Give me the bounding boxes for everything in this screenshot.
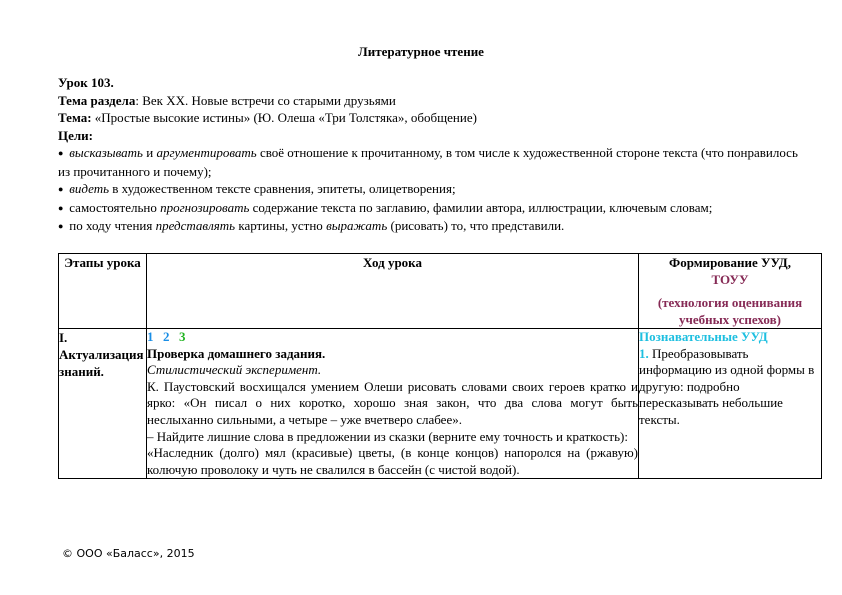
page-title: Литературное чтение	[358, 44, 484, 59]
uud-text: 1. Преобразовывать информацию из одной формы в другую: подробно пересказывать небольшие тексты.	[639, 345, 815, 427]
header-uud: Формирование УУД, ТОУУ (технология оценивания учебных успехов)	[639, 254, 822, 329]
table-row	[59, 329, 822, 479]
lesson-header	[58, 74, 798, 236]
experiment-title: Стилистический эксперимент.	[147, 362, 322, 378]
course-paragraph: К. Паустовский восхищался умением Олеши рисовать словами своих героев кратко и ярко: «Он писал о них коротко, хорошо зная закон, что два слова могут быть неслыханно сильными, а четыре – уже вчетверо слабее».	[147, 378, 638, 427]
footer-copyright: © ООО «Баласс», 2015	[62, 547, 195, 560]
header-course: Ход урока	[147, 254, 639, 329]
lesson-number: Урок 103.	[58, 75, 114, 90]
course-paragraph: «Наследник (долго) мял (красивые) цветы, (в конце концов) напоролся на (ржавую) колючую проволоку и чуть не свалился в бассейн (с чистой водой).	[147, 445, 638, 477]
uud-title: Познавательные УУД	[639, 329, 768, 344]
section-line: Тема раздела: Век XX. Новые встречи со старыми друзьями	[58, 92, 396, 108]
lesson-table	[58, 253, 822, 479]
stage-cell: I. Актуализация знаний.	[59, 329, 147, 479]
goal-item: ● по ходу чтения представлять картины, устно выражать (рисовать) то, что представили.	[58, 218, 565, 233]
goal-item: ● видеть в художественном тексте сравнения, эпитеты, олицетворения;	[58, 181, 456, 196]
goal-item: ● самостоятельно прогнозировать содержание текста по заглавию, фамилии автора, иллюстрации, ключевым словам;	[58, 199, 713, 215]
check-title: Проверка домашнего задания.	[147, 345, 326, 361]
goals-label: Цели:	[58, 127, 93, 143]
header-stages: Этапы урока	[59, 254, 147, 329]
theme-line: Тема: «Простые высокие истины» (Ю. Олеша «Три Толстяка», обобщение)	[58, 110, 477, 125]
table-header-row	[59, 254, 822, 329]
course-cell	[147, 329, 639, 479]
course-paragraph: – Найдите лишние слова в предложении из сказки (верните ему точность и краткость):	[147, 428, 628, 444]
step-numbers: 1 2 3	[147, 329, 187, 344]
goal-item: ● высказывать и аргументировать своё отношение к прочитанному, в том числе к художественной стороне текста (что понравилось из прочитанного и почему);	[58, 145, 798, 179]
uud-cell	[639, 329, 822, 479]
